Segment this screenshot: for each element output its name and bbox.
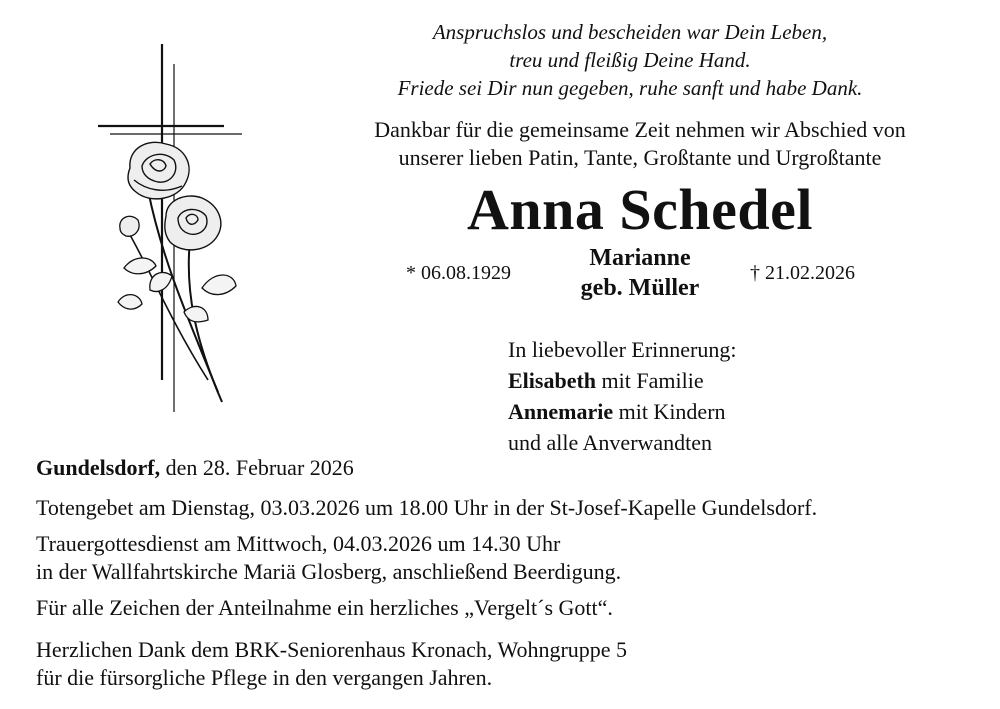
- mourner-rest: mit Familie: [596, 368, 704, 393]
- maiden-name: geb. Müller: [580, 275, 700, 301]
- intro-text: [300, 116, 980, 172]
- poem-line: Anspruchslos und bescheiden war Dein Leben,: [432, 20, 828, 44]
- deceased-name: Anna Schedel: [466, 177, 813, 242]
- thanks-line: Für alle Zeichen der Anteilnahme ein herzliches „Vergelt´s Gott“.: [36, 595, 613, 620]
- poem-line: Friede sei Dir nun gegeben, ruhe sanft und habe Dank.: [397, 76, 863, 100]
- place-date: [36, 454, 354, 482]
- mourner-line: [508, 365, 736, 396]
- date: den 28. Februar 2026: [160, 455, 354, 480]
- service-line: Trauergottesdienst am Mittwoch, 04.03.2026 um 14.30 Uhr: [36, 531, 561, 556]
- mourner-rest: mit Kindern: [613, 399, 726, 424]
- death-date: † 21.02.2026: [750, 262, 855, 284]
- cross-with-roses-illustration: [90, 40, 250, 420]
- mourners-block: [508, 334, 736, 458]
- mourner-line: und alle Anverwandten: [508, 430, 713, 455]
- intro-line: Dankbar für die gemeinsame Zeit nehmen wir Abschied von: [374, 117, 906, 142]
- place: Gundelsdorf,: [36, 455, 161, 480]
- closing-line: für die fürsorgliche Pflege in den vergangen Jahren.: [36, 665, 493, 690]
- birth-name: [540, 243, 740, 303]
- birth-date: * 06.08.1929: [406, 262, 511, 284]
- mourner-line: [508, 396, 736, 427]
- first-name: Marianne: [589, 245, 691, 271]
- closing-line: Herzlichen Dank dem BRK-Seniorenhaus Kronach, Wohngruppe 5: [36, 637, 628, 662]
- service-line: Totengebet am Dienstag, 03.03.2026 um 18.00 Uhr in der St-Josef-Kapelle Gundelsdorf.: [36, 495, 818, 520]
- mourner-name: Elisabeth: [508, 368, 597, 393]
- poem-line: treu und fleißig Deine Hand.: [509, 48, 751, 72]
- service-line: in der Wallfahrtskirche Mariä Glosberg, anschließend Beerdigung.: [36, 559, 622, 584]
- poem: [330, 18, 930, 102]
- mourner-name: Annemarie: [508, 399, 614, 424]
- intro-line: unserer lieben Patin, Tante, Großtante und Urgroßtante: [398, 145, 882, 170]
- memory-heading: In liebevoller Erinnerung:: [508, 337, 737, 362]
